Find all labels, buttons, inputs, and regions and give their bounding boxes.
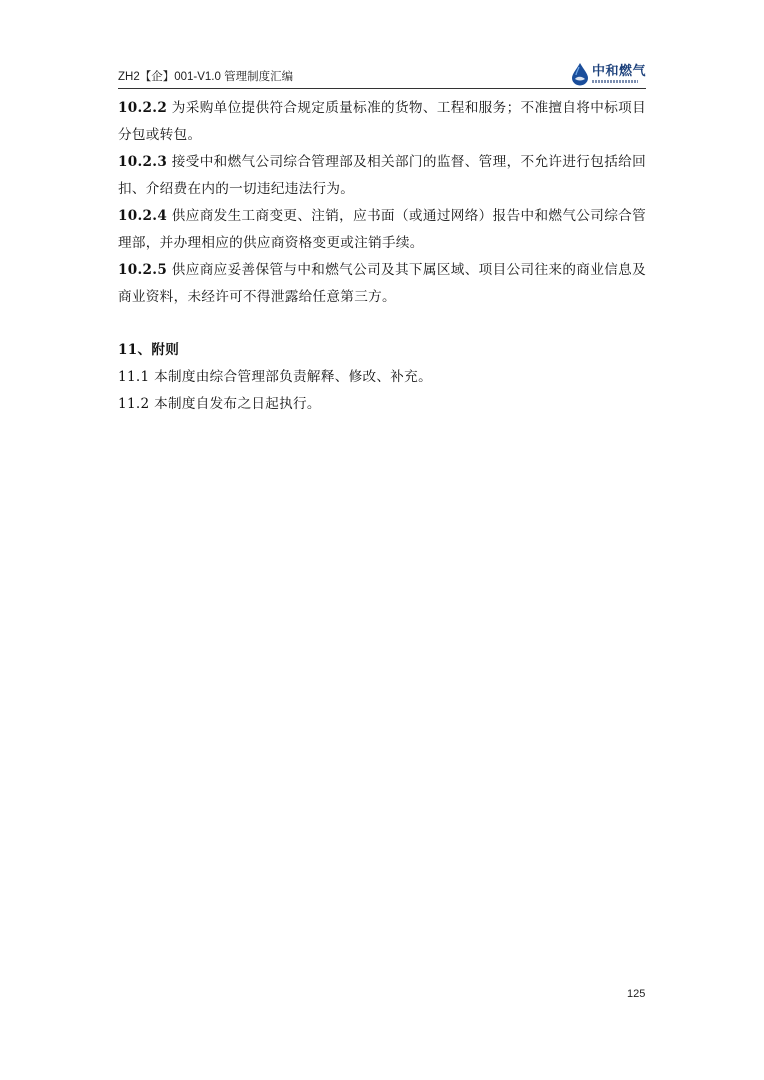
page-header — [118, 60, 646, 86]
company-logo — [570, 60, 646, 86]
clause-number: 10.2.4 — [118, 208, 168, 224]
logo-text: 中和燃气 — [591, 64, 646, 79]
clause-text: 供应商应妥善保管与中和燃气公司及其下属区域、项目公司往来的商业信息及商业资料，未经许可不得泄露给任意第三方。 — [118, 262, 647, 305]
water-drop-icon — [570, 62, 590, 86]
clause-10-2-4 — [118, 203, 646, 257]
clause-text: 为采购单位提供符合规定质量标准的货物、工程和服务；不准擅自将中标项目分包或转包。 — [118, 100, 647, 143]
clause-11-1 — [118, 364, 646, 391]
clause-10-2-5 — [118, 257, 646, 311]
clause-number: 10.2.3 — [118, 154, 168, 170]
document-body — [118, 95, 646, 418]
clause-10-2-3 — [118, 149, 646, 203]
clause-text: 供应商发生工商变更、注销，应书面（或通过网络）报告中和燃气公司综合管理部，并办理相应的供应商资格变更或注销手续。 — [118, 208, 647, 251]
clause-number: 10.2.5 — [118, 262, 168, 278]
clause-11-2 — [118, 391, 646, 418]
clause-text: 本制度自发布之日起执行。 — [154, 396, 321, 412]
page-number: 125 — [627, 988, 646, 1000]
header-title: ZH2【企】001-V1.0 管理制度汇编 — [118, 71, 294, 83]
clause-10-2-2 — [118, 95, 646, 149]
header-divider — [118, 88, 646, 89]
clause-text: 本制度由综合管理部负责解释、修改、补充。 — [154, 369, 432, 385]
clause-text: 接受中和燃气公司综合管理部及相关部门的监督、管理，不允许进行包括给回扣、介绍费在内的一切违纪违法行为。 — [118, 154, 647, 197]
clause-number: 11.1 — [118, 369, 150, 385]
section-heading: 11、附则 — [118, 342, 180, 358]
logo-subline — [592, 80, 638, 83]
clause-number: 10.2.2 — [118, 100, 168, 116]
clause-number: 11.2 — [118, 396, 150, 412]
